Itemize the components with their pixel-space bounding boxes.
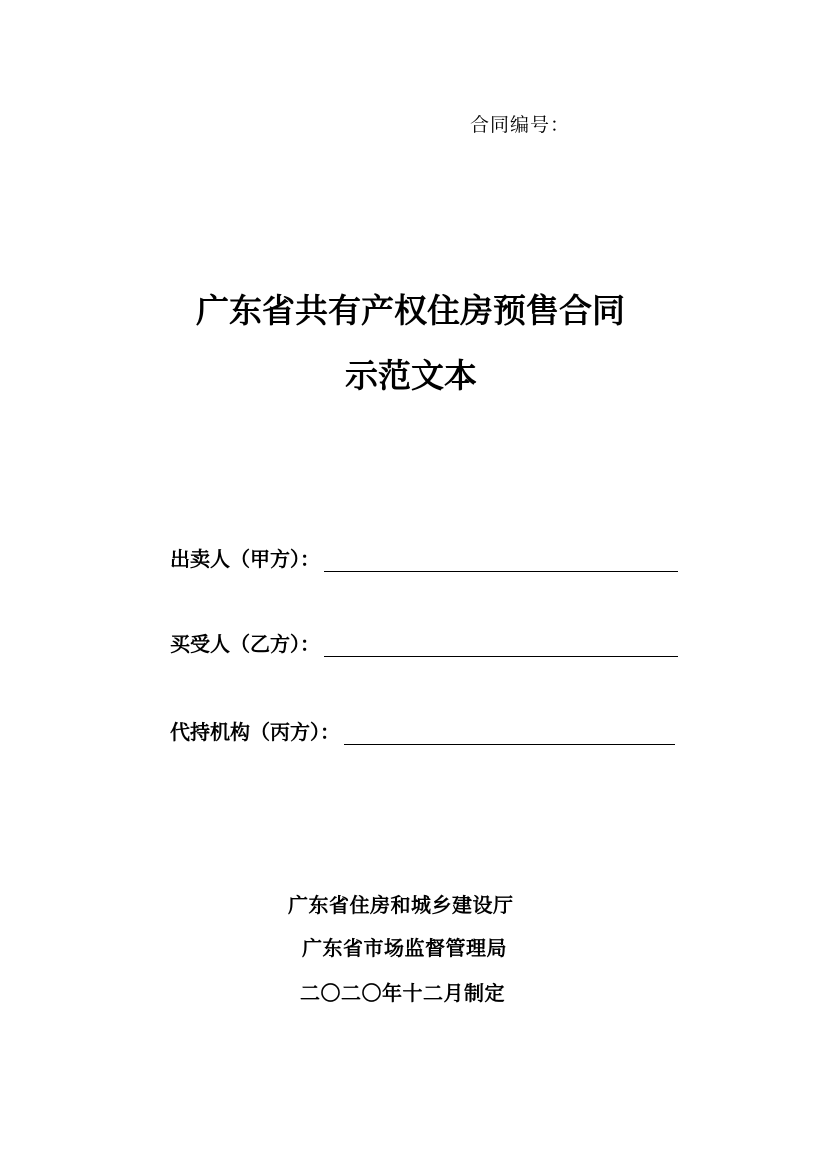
document-title: 广东省共有产权住房预售合同 (196, 291, 625, 330)
issue-date: 二〇二〇年十二月制定 (300, 981, 505, 1005)
buyer-field (170, 628, 678, 657)
buyer-blank-line[interactable] (324, 634, 678, 657)
agency-field (170, 716, 675, 745)
buyer-label: 买受人（乙方）： (170, 632, 320, 656)
issuer-housing-dept: 广东省住房和城乡建设厅 (288, 893, 514, 917)
document-subtitle: 示范文本 (345, 356, 477, 395)
issuer-market-regulation: 广东省市场监督管理局 (302, 936, 507, 960)
agency-label: 代持机构（丙方）： (170, 720, 340, 744)
seller-label: 出卖人（甲方）： (170, 547, 320, 571)
agency-blank-line[interactable] (344, 722, 675, 745)
seller-blank-line[interactable] (324, 549, 678, 572)
seller-field (170, 543, 678, 572)
contract-number-label: 合同编号： (470, 114, 571, 136)
